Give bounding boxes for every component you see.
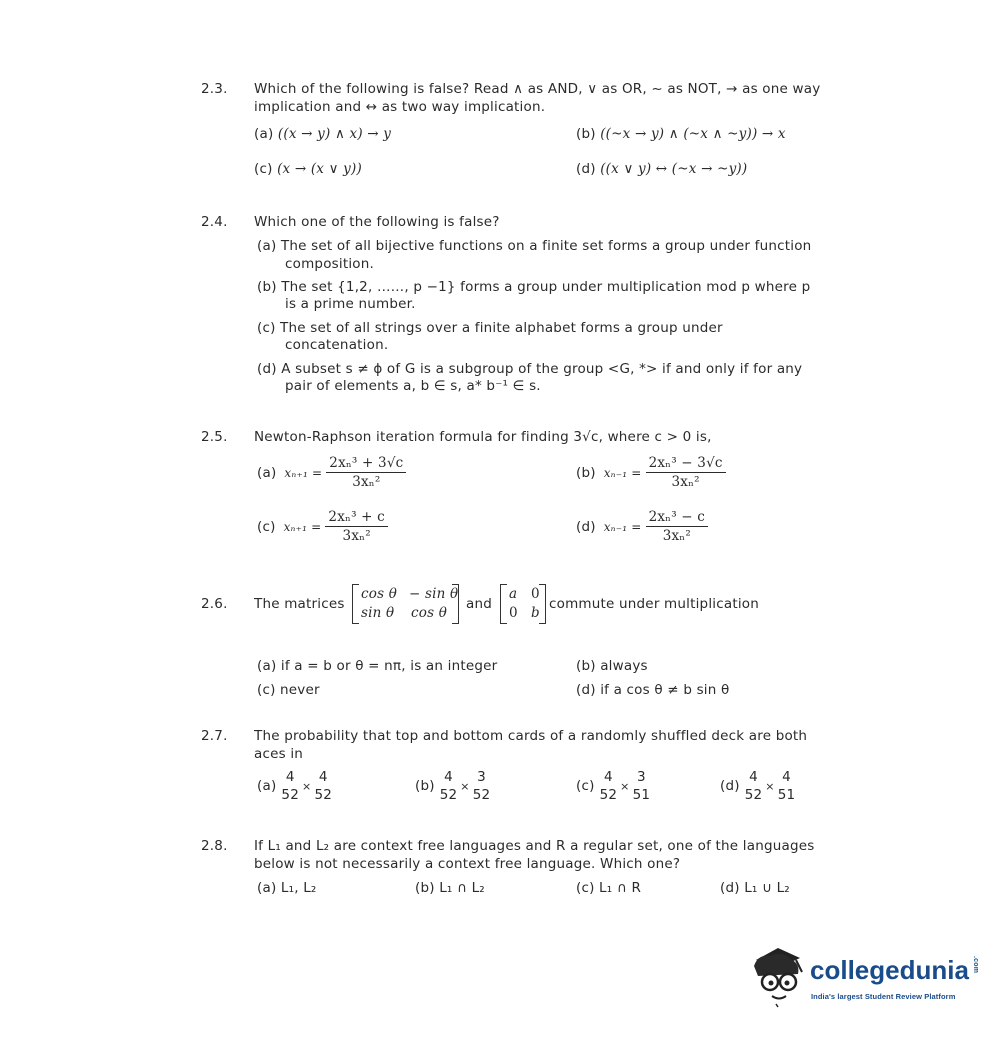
q23-option-b: (b) ((~x → y) ∧ (~x ∧ ~y)) → x [576, 126, 786, 142]
q28-text-line1: If L₁ and L₂ are context free languages and R a regular set, one of the languages [254, 838, 815, 854]
q26-text-pre: The matrices [254, 596, 345, 612]
q27-number: 2.7. [201, 728, 228, 744]
fraction: 4 52 [439, 769, 458, 803]
q26-option-b: (b) always [576, 658, 648, 674]
brand-com: .com [972, 956, 979, 974]
q27-option-a: (a) 4 52 × 4 52 [257, 769, 335, 803]
fraction: 4 52 [314, 769, 333, 803]
fraction: 4 52 [281, 769, 300, 803]
q24-text: Which one of the following is false? [254, 214, 500, 230]
q24-option-b-line1: (b) The set {1,2, ……, p −1} forms a group under multiplication mod p where p [257, 279, 811, 295]
q24-option-c-line2: concatenation. [285, 337, 389, 353]
q24-option-c-line1: (c) The set of all strings over a finite alphabet forms a group under [257, 320, 723, 336]
brand-name: collegedunia [810, 955, 969, 985]
fraction: 3 51 [632, 769, 651, 803]
q24-number: 2.4. [201, 214, 228, 230]
fraction: 4 51 [777, 769, 796, 803]
fraction: 4 52 [744, 769, 763, 803]
q25-option-a-fraction: $\frac{\text{2xₙ³ + 3√c}}{\text{3xₙ²}}$ [326, 455, 406, 490]
q27-option-c: (c) 4 52 × 3 51 [576, 769, 653, 803]
q25-option-b: (b) xₙ₋₁ = $\frac{\text{2xₙ³ − 3√c}}{\text{3xₙ²}}$ [576, 455, 726, 490]
q24-option-d-line1: (d) A subset s ≠ ϕ of G is a subgroup of the group <G, *> if and only if for any [257, 361, 803, 377]
q23-option-d: (d) ((x ∨ y) ↔ (~x → ~y)) [576, 161, 748, 177]
q28-number: 2.8. [201, 838, 228, 854]
q25-option-d-fraction: $\frac{\text{2xₙ³ − c}}{\text{3xₙ²}}$ [646, 509, 709, 544]
matrix2-cell-22: b [531, 605, 540, 621]
q26-option-c: (c) never [257, 682, 320, 698]
q25-number: 2.5. [201, 429, 228, 445]
matrix2-cell-12: 0 [531, 586, 540, 602]
rotation-matrix [352, 584, 459, 624]
q28-option-d: (d) L₁ ∪ L₂ [720, 880, 790, 896]
q26-number: 2.6. [201, 596, 228, 612]
matrix1-cell-11: cos θ [361, 586, 398, 602]
q26-text-post: commute under multiplication [549, 596, 759, 612]
q25-option-a: (a) xₙ₊₁ = $\frac{\text{2xₙ³ + 3√c}}{\text{3xₙ²}}$ [257, 455, 406, 490]
q26-option-a: (a) if a = b or θ = nπ, is an integer [257, 658, 498, 674]
q23-text-line1: Which of the following is false? Read ∧ as AND, ∨ as OR, ~ as NOT, → as one way [254, 81, 821, 97]
q26-text-and: and [466, 596, 492, 612]
q27-option-b: (b) 4 52 × 3 52 [415, 769, 493, 803]
q24-option-a-line1: (a) The set of all bijective functions on a finite set forms a group under function [257, 238, 812, 254]
q23-text-line2: implication and ↔ as two way implication. [254, 99, 546, 115]
matrix2-cell-21: 0 [509, 605, 518, 621]
q28-option-a: (a) L₁, L₂ [257, 880, 317, 896]
q23-option-c: (c) (x → (x ∨ y)) [254, 161, 362, 177]
fraction: 3 52 [472, 769, 491, 803]
diagonal-matrix [500, 584, 546, 624]
q24-option-b-line2: is a prime number. [285, 296, 416, 312]
q25-option-c: (c) xₙ₊₁ = $\frac{\text{2xₙ³ + c}}{\text{3xₙ²}}$ [257, 509, 388, 544]
matrix1-cell-21: sin θ [361, 605, 395, 621]
q23-option-a: (a) ((x → y) ∧ x) → y [254, 126, 392, 142]
q25-option-d: (d) xₙ₋₁ = $\frac{\text{2xₙ³ − c}}{\text{3xₙ²}}$ [576, 509, 708, 544]
mascot-logo-icon [748, 938, 818, 1008]
q28-option-b: (b) L₁ ∩ L₂ [415, 880, 485, 896]
brand-tagline: India's largest Student Review Platform [811, 992, 956, 1001]
q26-option-d: (d) if a cos θ ≠ b sin θ [576, 682, 730, 698]
q28-text-line2: below is not necessarily a context free language. Which one? [254, 856, 681, 872]
q25-option-c-fraction: $\frac{\text{2xₙ³ + c}}{\text{3xₙ²}}$ [325, 509, 388, 544]
q24-option-a-line2: composition. [285, 256, 374, 272]
q27-text-line2: aces in [254, 746, 304, 762]
q23-number: 2.3. [201, 81, 228, 97]
matrix1-cell-12: − sin θ [409, 586, 459, 602]
matrix1-cell-22: cos θ [411, 605, 448, 621]
q25-option-b-fraction: $\frac{\text{2xₙ³ − 3√c}}{\text{3xₙ²}}$ [646, 455, 726, 490]
q24-option-d-line2: pair of elements a, b ∈ s, a* b⁻¹ ∈ s. [285, 378, 541, 394]
q27-option-d: (d) 4 52 × 4 51 [720, 769, 798, 803]
matrix2-cell-11: a [509, 586, 518, 602]
q28-option-c: (c) L₁ ∩ R [576, 880, 642, 896]
fraction: 4 52 [599, 769, 618, 803]
q27-text-line1: The probability that top and bottom cards of a randomly shuffled deck are both [254, 728, 808, 744]
q25-text: Newton-Raphson iteration formula for finding 3√c, where c > 0 is, [254, 429, 712, 445]
